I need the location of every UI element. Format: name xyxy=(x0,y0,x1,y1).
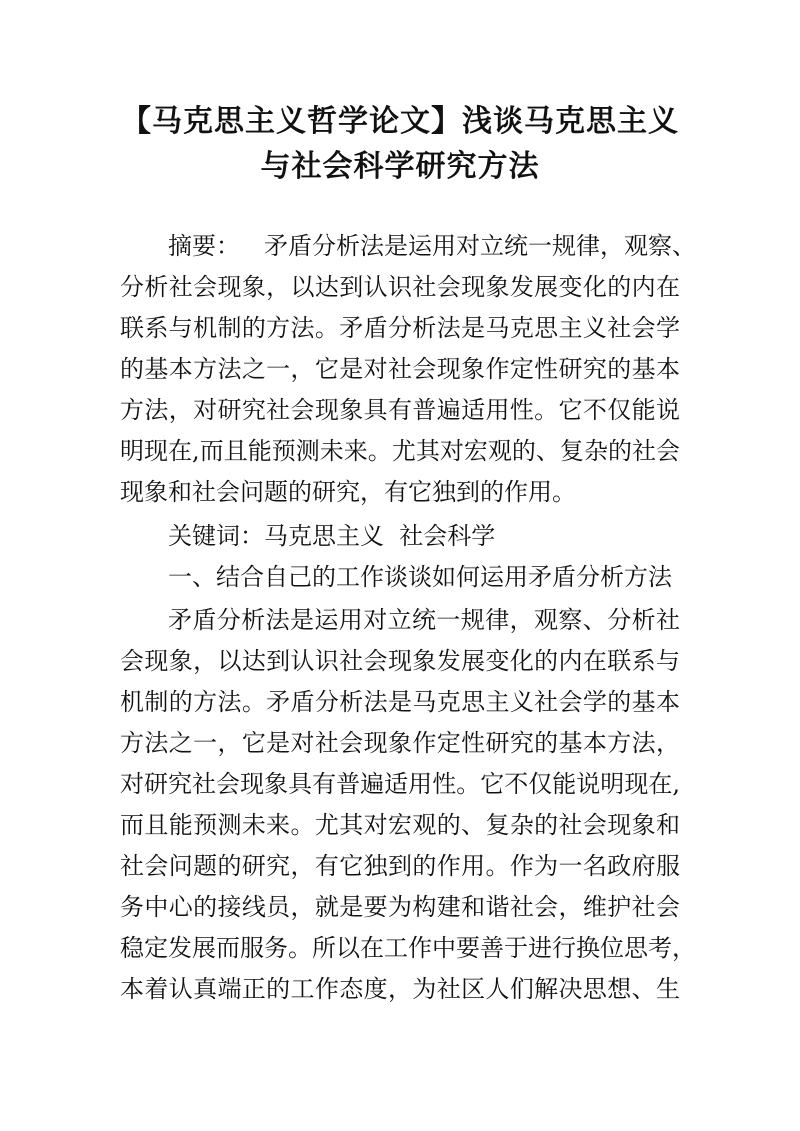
body-text-line: 对研究社会现象具有普遍适用性。它不仅能说明现在, xyxy=(120,770,680,798)
abstract-text-line: 矛盾分析法是运用对立统一规律，观察、 xyxy=(264,232,696,260)
abstract-first-line xyxy=(168,230,696,262)
document-title-line-1: 【马克思主义哲学论文】浅谈马克思主义 xyxy=(121,104,679,139)
document-title-line-2: 与社会科学研究方法 xyxy=(260,149,540,184)
abstract-text-line: 联系与机制的方法。矛盾分析法是马克思主义社会学 xyxy=(120,314,680,342)
body-text-line: 而且能预测未来。尤其对宏观的、复杂的社会现象和 xyxy=(120,811,680,839)
keywords-line: 关键词：马克思主义 社会科学 xyxy=(168,522,496,550)
body-text-line: 会现象，以达到认识社会现象发展变化的内在联系与 xyxy=(120,647,680,675)
body-text-line: 社会问题的研究，有它独到的作用。作为一名政府服 xyxy=(120,852,680,880)
section-heading: 一、结合自己的工作谈谈如何运用矛盾分析方法 xyxy=(168,563,672,591)
abstract-text-line: 现象和社会问题的研究，有它独到的作用。 xyxy=(120,478,576,506)
body-text-line: 方法之一，它是对社会现象作定性研究的基本方法， xyxy=(120,729,680,757)
abstract-text-line: 明现在,而且能预测未来。尤其对宏观的、复杂的社会 xyxy=(120,437,680,465)
body-text-line: 稳定发展而服务。所以在工作中要善于进行换位思考， xyxy=(120,934,696,962)
body-text-line: 矛盾分析法是运用对立统一规律，观察、分析社 xyxy=(168,606,680,634)
abstract-label: 摘要： xyxy=(168,232,240,260)
abstract-text-line: 的基本方法之一，它是对社会现象作定性研究的基本 xyxy=(120,355,680,383)
body-text-line: 务中心的接线员，就是要为构建和谐社会，维护社会 xyxy=(120,893,680,921)
abstract-text-line: 方法，对研究社会现象具有普遍适用性。它不仅能说 xyxy=(120,396,680,424)
abstract-text-line: 分析社会现象，以达到认识社会现象发展变化的内在 xyxy=(120,273,680,301)
body-text-line: 本着认真端正的工作态度，为社区人们解决思想、生 xyxy=(120,975,680,1003)
body-text-line: 机制的方法。矛盾分析法是马克思主义社会学的基本 xyxy=(120,688,680,716)
